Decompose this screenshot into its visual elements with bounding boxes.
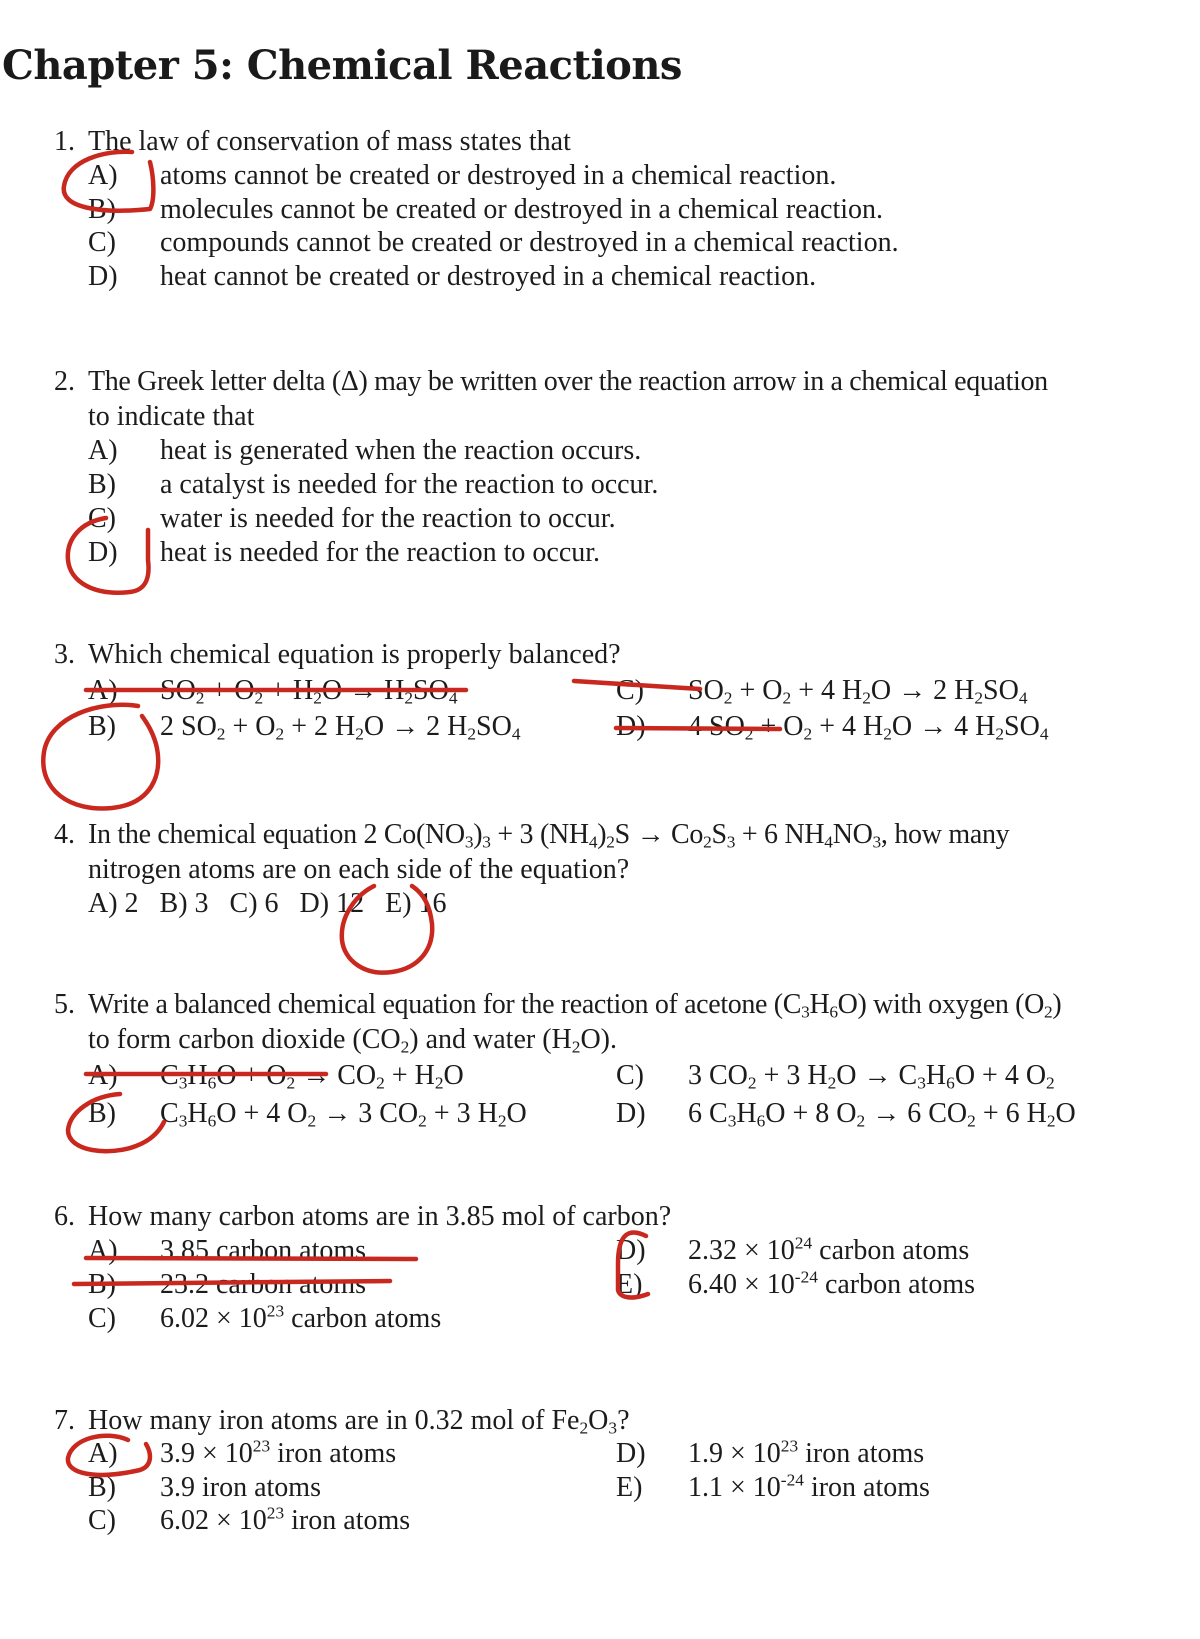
q6-option-b: 23.2 carbon atoms xyxy=(160,1269,367,1300)
q3-option-d: 4 $SO_2 + O_2 + 4$ $H_2O \to 4$ $H_2SO_4$ xyxy=(688,711,1049,744)
q1-text: The law of conservation of mass states that xyxy=(88,126,571,157)
q2-option-c: water is needed for the reaction to occur. xyxy=(160,503,616,534)
q1-option-d: heat cannot be created or destroyed in a chemical reaction. xyxy=(160,261,817,292)
q2-option-b: a catalyst is needed for the reaction to occur. xyxy=(160,469,659,500)
q5-text: Write a balanced chemical equation for the reaction of acetone $(C_3H_6O)$ with oxygen $(O_2)$ xyxy=(88,989,1062,1022)
q4-text: In the chemical equation 2 $Co(NO_3)_3 + 3$ $(NH_4)_2S \to Co_2S_3 + 6$ $NH_4NO_3$, how many xyxy=(88,819,1010,852)
q6-option-a: 3.85 carbon atoms xyxy=(160,1235,367,1266)
q7-option-b-letter: B) xyxy=(88,1472,116,1503)
q6-option-d: $2.32 \times 10^{24}$ carbon atoms xyxy=(688,1233,970,1266)
q3-option-b-letter: B) xyxy=(88,711,116,742)
q3-option-c: $SO_2 + O_2 + 4$ $H_2O \to 2$ $H_2SO_4$ xyxy=(688,675,1028,708)
q3-text: Which chemical equation is properly balanced? xyxy=(88,639,621,670)
q3-option-a: $SO_2 + O_2 + H_2O \to H_2SO_4$ xyxy=(160,675,458,708)
q7-option-c-letter: C) xyxy=(88,1505,116,1536)
q1-option-a-letter: A) xyxy=(88,160,118,191)
q3-option-d-letter: D) xyxy=(616,711,646,742)
q4-number: 4. xyxy=(54,819,75,850)
q7-option-e-letter: E) xyxy=(616,1472,643,1503)
q2-option-a-letter: A) xyxy=(88,435,118,466)
q7-option-a: $3.9 \times 10^{23}$ iron atoms xyxy=(160,1436,397,1469)
q6-option-e-letter: E) xyxy=(616,1269,643,1300)
q6-number: 6. xyxy=(54,1201,75,1232)
q3-option-a-letter: A) xyxy=(88,675,118,706)
q2-option-d: heat is needed for the reaction to occur. xyxy=(160,537,601,568)
q7-option-c: $6.02 \times 10^{23}$ iron atoms xyxy=(160,1503,411,1536)
q2-option-d-letter: D) xyxy=(88,537,118,568)
circle-q5-b xyxy=(68,1094,164,1151)
q5-text-cont: to form carbon dioxide $(CO_2)$ and water $(H_2O)$. xyxy=(88,1024,617,1057)
q2-text-cont: to indicate that xyxy=(88,401,255,432)
q5-option-b: $C_3H_6O + 4$ $O_2 \to 3$ $CO_2 + 3$ $H_2O$ xyxy=(160,1098,527,1131)
q7-text: How many iron atoms are in 0.32 mol of $Fe_2O_3$? xyxy=(88,1405,630,1438)
q7-option-a-letter: A) xyxy=(88,1438,118,1469)
q7-option-d-letter: D) xyxy=(616,1438,646,1469)
q5-option-a-letter: A) xyxy=(88,1060,118,1091)
q1-option-d-letter: D) xyxy=(88,261,118,292)
q6-option-b-letter: B) xyxy=(88,1269,116,1300)
q1-option-c: compounds cannot be created or destroyed in a chemical reaction. xyxy=(160,227,899,258)
q2-option-a: heat is generated when the reaction occurs. xyxy=(160,435,642,466)
q5-option-a: $C_3H_6O + O_2 \to CO_2 + H_2O$ xyxy=(160,1060,464,1093)
q1-option-b: molecules cannot be created or destroyed in a chemical reaction. xyxy=(160,194,883,225)
q2-option-b-letter: B) xyxy=(88,469,116,500)
q5-number: 5. xyxy=(54,989,75,1020)
q6-option-a-letter: A) xyxy=(88,1235,118,1266)
q6-option-e: $6.40 \times 10^{-24}$ carbon atoms xyxy=(688,1267,975,1300)
q7-option-b: 3.9 iron atoms xyxy=(160,1472,321,1503)
q6-option-d-letter: D) xyxy=(616,1235,646,1266)
q7-option-e: $1.1 \times 10^{-24}$ iron atoms xyxy=(688,1470,930,1503)
q2-number: 2. xyxy=(54,366,75,397)
page-title: Chapter 5: Chemical Reactions xyxy=(2,42,682,89)
q2-option-c-letter: C) xyxy=(88,503,116,534)
q6-option-c-letter: C) xyxy=(88,1303,116,1334)
q6-text: How many carbon atoms are in 3.85 mol of carbon? xyxy=(88,1201,672,1232)
q1-option-a: atoms cannot be created or destroyed in a chemical reaction. xyxy=(160,160,837,191)
q2-text: The Greek letter delta (Δ) may be written over the reaction arrow in a chemical equation xyxy=(88,366,1048,397)
q1-number: 1. xyxy=(54,126,75,157)
q5-option-d-letter: D) xyxy=(616,1098,646,1129)
q1-option-c-letter: C) xyxy=(88,227,116,258)
q4-text-cont: nitrogen atoms are on each side of the equation? xyxy=(88,854,630,885)
q6-option-c: $6.02 \times 10^{23}$ carbon atoms xyxy=(160,1301,442,1334)
q5-option-c: 3 $CO_2 + 3$ $H_2O \to C_3H_6O + 4$ $O_2$ xyxy=(688,1060,1055,1093)
q3-option-b: 2 $SO_2 + O_2 + 2$ $H_2O \to 2$ $H_2SO_4$ xyxy=(160,711,521,744)
q7-option-d: $1.9 \times 10^{23}$ iron atoms xyxy=(688,1436,925,1469)
q7-number: 7. xyxy=(54,1405,75,1436)
q5-option-c-letter: C) xyxy=(616,1060,644,1091)
q3-number: 3. xyxy=(54,639,75,670)
q4-options: A) 2 B) 3 C) 6 D) 12 E) 16 xyxy=(88,888,447,919)
q5-option-d: 6 $C_3H_6O + 8$ $O_2 \to 6$ $CO_2 + 6$ $H_2O$ xyxy=(688,1098,1076,1131)
q1-option-b-letter: B) xyxy=(88,194,116,225)
q5-option-b-letter: B) xyxy=(88,1098,116,1129)
q3-option-c-letter: C) xyxy=(616,675,644,706)
